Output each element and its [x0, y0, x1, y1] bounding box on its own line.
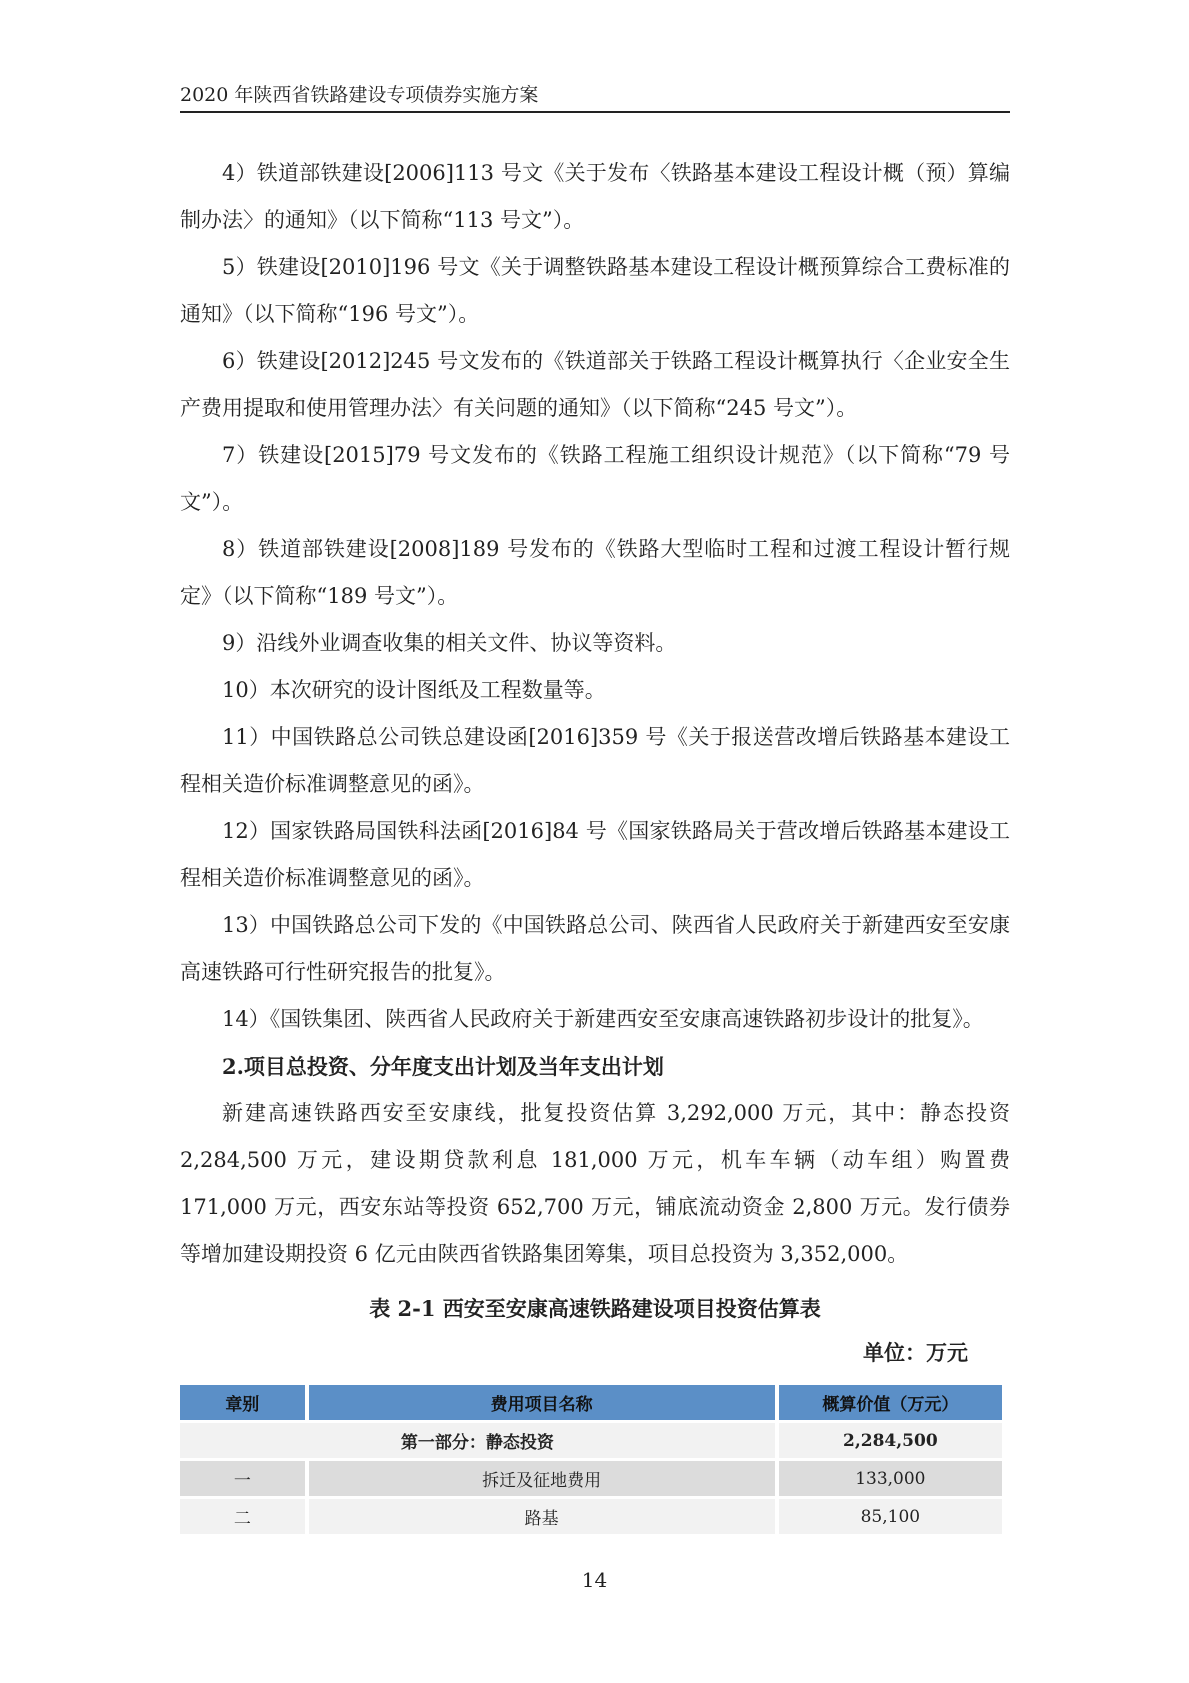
reference-item-13: 13）中国铁路总公司下发的《中国铁路总公司、陕西省人民政府关于新建西安至安康高速铁路可行性研究报告的批复》。: [180, 913, 1010, 984]
reference-item-14: 14）《国铁集团、陕西省人民政府关于新建西安至安康高速铁路初步设计的批复》。: [222, 1007, 984, 1031]
column-header-chapter: 章别: [180, 1385, 305, 1420]
reference-item-4: 4）铁道部铁建设[2006]113 号文《关于发布〈铁路基本建设工程设计概（预）算编制办法〉的通知》（以下简称“113 号文”）。: [180, 161, 1010, 232]
table-header-row: [180, 1385, 1002, 1420]
reference-item-9: 9）沿线外业调查收集的相关文件、协议等资料。: [222, 631, 677, 655]
table-row: [180, 1499, 1002, 1534]
row-value: 85,100: [779, 1499, 1002, 1534]
table-row: [180, 1461, 1002, 1496]
reference-item-5: 5）铁建设[2010]196 号文《关于调整铁路基本建设工程设计概预算综合工费标准的通知》（以下简称“196 号文”）。: [180, 255, 1010, 326]
section-row-name: 第一部分：静态投资: [180, 1423, 775, 1458]
section-heading: 2.项目总投资、分年度支出计划及当年支出计划: [222, 1054, 664, 1079]
section-body: 新建高速铁路西安至安康线，批复投资估算 3,292,000 万元，其中：静态投资 2,284,500 万元，建设期贷款利息 181,000 万元，机车车辆（动车组）购置费 171,000 万元，西安东站等投资 652,700 万元，铺底流动资金 2,800 万元。发行债券等增加建设期投资 6 亿元由陕西省铁路集团筹集，项目总投资为 3,352,000。: [180, 1101, 1010, 1266]
row-item-name: 拆迁及征地费用: [309, 1461, 775, 1496]
table-caption: 表 2-1 西安至安康高速铁路建设项目投资估算表: [369, 1296, 821, 1321]
reference-item-6: 6）铁建设[2012]245 号文发布的《铁道部关于铁路工程设计概算执行〈企业安全生产费用提取和使用管理办法〉有关问题的通知》（以下简称“245 号文”）。: [180, 349, 1010, 420]
page-number: 14: [581, 1568, 608, 1592]
page-body: [180, 150, 1010, 1537]
row-chapter: 一: [180, 1461, 305, 1496]
section-row-value: 2,284,500: [779, 1423, 1002, 1458]
reference-item-12: 12）国家铁路局国铁科法函[2016]84 号《国家铁路局关于营改增后铁路基本建设工程相关造价标准调整意见的函》。: [180, 819, 1010, 890]
table-section-row: [180, 1423, 1002, 1458]
column-header-value: 概算价值（万元）: [779, 1385, 1002, 1420]
header-rule: [180, 111, 1010, 113]
reference-item-11: 11）中国铁路总公司铁总建设函[2016]359 号《关于报送营改增后铁路基本建设工程相关造价标准调整意见的函》。: [180, 725, 1010, 796]
running-header: 2020 年陕西省铁路建设专项债券实施方案: [180, 84, 539, 106]
reference-item-8: 8）铁道部铁建设[2008]189 号发布的《铁路大型临时工程和过渡工程设计暂行规定》（以下简称“189 号文”）。: [180, 537, 1010, 608]
reference-item-10: 10）本次研究的设计图纸及工程数量等。: [222, 678, 606, 702]
table-unit: 单位：万元: [863, 1340, 968, 1365]
row-value: 133,000: [779, 1461, 1002, 1496]
row-item-name: 路基: [309, 1499, 775, 1534]
row-chapter: 二: [180, 1499, 305, 1534]
investment-table: [176, 1382, 1006, 1537]
reference-item-7: 7）铁建设[2015]79 号文发布的《铁路工程施工组织设计规范》（以下简称“79 号文”）。: [180, 443, 1010, 514]
column-header-item-name: 费用项目名称: [309, 1385, 775, 1420]
